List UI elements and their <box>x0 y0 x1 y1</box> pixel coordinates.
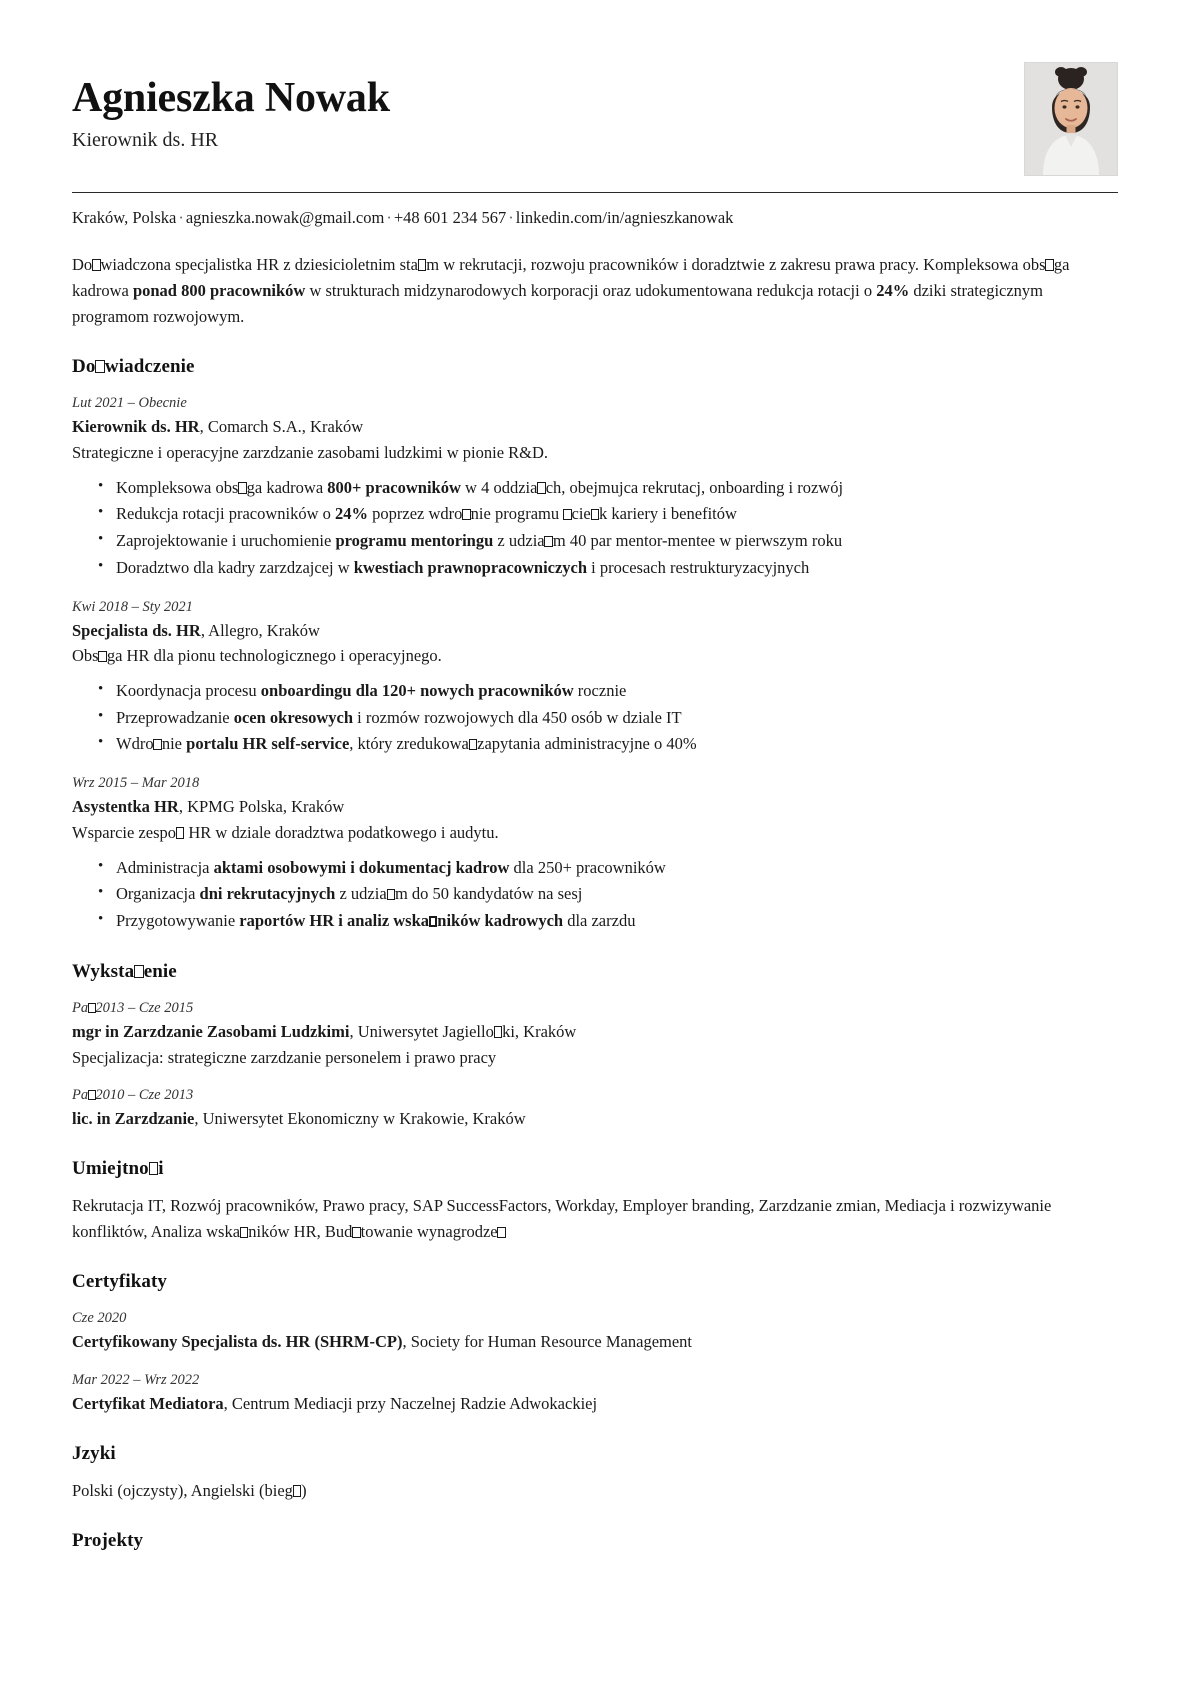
bullet-text: ch, obejmujca rekrutacj, onboarding i rozwój <box>545 477 844 497</box>
bullet-text: i rozmów rozwojowych dla 450 osób w dziale IT <box>353 707 682 727</box>
list-item <box>98 731 1118 758</box>
entry-description <box>72 821 1118 846</box>
entry-date-text: Pa <box>72 1087 89 1104</box>
bullet-text: w 4 oddzia <box>460 477 538 497</box>
skills-text: towanie wynagrodze <box>360 1222 498 1242</box>
entry-heading <box>72 415 1118 440</box>
list-item <box>98 555 1118 582</box>
entry-heading <box>72 1020 1118 1045</box>
languages-text: ) <box>301 1480 307 1500</box>
entry-description-text: HR w dziale doradztwa podatkowego i audytu. <box>184 822 499 842</box>
missing-glyph-icon <box>352 1227 361 1239</box>
summary-text: ga kadrowa <box>72 254 1070 300</box>
bullet-text: k kariery i benefitów <box>599 504 737 524</box>
education-entry <box>72 1085 1118 1132</box>
section-title-projects: Projekty <box>72 1529 144 1551</box>
certificate-issuer: , Society for Human Resource Management <box>402 1332 693 1352</box>
page-title: Agnieszka Nowak <box>72 75 390 121</box>
bullet-text: cie <box>571 504 591 524</box>
section-title-text: wiadczenie <box>104 356 195 378</box>
contact-separator-3: · <box>508 208 514 227</box>
experience-entry <box>72 773 1118 935</box>
section-title-text: i <box>158 1158 164 1180</box>
list-item <box>98 678 1118 705</box>
resume-header <box>72 62 1118 176</box>
bullet-highlight: raportów HR i analiz wska <box>239 911 430 931</box>
section-certificates <box>72 1271 1118 1417</box>
entry-date: Wrz 2015 – Mar 2018 <box>72 775 200 792</box>
certificate-entry <box>72 1308 1118 1355</box>
contact-line <box>72 206 1118 230</box>
contact-linkedin[interactable]: linkedin.com/in/agnieszkanowak <box>515 208 734 227</box>
missing-glyph-icon <box>134 965 144 978</box>
job-title: Kierownik ds. HR <box>72 128 219 151</box>
bullet-text: rocznie <box>573 681 627 701</box>
bullet-highlight: kwestiach prawnopracowniczych <box>353 557 588 577</box>
list-item <box>98 501 1118 528</box>
entry-bullet-list <box>72 475 1118 582</box>
certificate-name: Certyfikat Mediatora <box>72 1394 224 1414</box>
section-experience <box>72 356 1118 935</box>
section-title-experience <box>72 356 1118 378</box>
bullet-highlight: ników kadrowych <box>437 911 564 931</box>
bullet-highlight: portalu HR self-service <box>186 734 350 754</box>
summary-text: w strukturach midzynarodowych korporacji oraz udokumentowana <box>305 280 753 300</box>
bullet-text: poprzez wdro <box>368 504 463 524</box>
bullet-highlight: dni rekrutacyjnych <box>199 884 336 904</box>
entry-description: Specjalizacja: strategiczne zarzdzanie personelem i prawo pracy <box>72 1047 497 1067</box>
entry-heading <box>72 795 1118 820</box>
entry-date-text: 2013 – Cze 2015 <box>95 999 194 1016</box>
entry-bullet-list <box>72 678 1118 758</box>
bullet-highlight: 24% <box>335 504 369 524</box>
section-title-certificates: Certyfikaty <box>72 1271 168 1293</box>
missing-glyph-icon <box>563 509 572 521</box>
entry-description-text: Wsparcie zespo <box>72 822 176 842</box>
missing-glyph-icon <box>387 889 396 901</box>
section-title-text: enie <box>143 960 177 982</box>
contact-email[interactable]: agnieszka.nowak@gmail.com <box>185 208 385 227</box>
missing-glyph-icon <box>429 916 438 928</box>
summary-text: Kompleksowa obs <box>923 254 1046 274</box>
certificate-entry <box>72 1370 1118 1417</box>
bullet-highlight: aktami osobowymi i dokumentacj kadrow <box>213 857 510 877</box>
section-projects <box>72 1530 1118 1552</box>
list-item <box>98 881 1118 908</box>
bullet-text: Koordynacja procesu <box>116 681 261 701</box>
entry-company: , Allegro, Kraków <box>200 620 320 640</box>
contact-separator-2: · <box>386 208 392 227</box>
bullet-text: ga kadrowa <box>246 477 328 497</box>
missing-glyph-icon <box>153 739 162 751</box>
missing-glyph-icon <box>544 536 553 548</box>
missing-glyph-icon <box>293 1485 302 1497</box>
summary-text: wiadczona specjalistka HR z dziesicioletnim sta <box>100 254 418 274</box>
section-skills <box>72 1158 1118 1245</box>
list-item <box>98 705 1118 732</box>
bullet-text: Przygotowywanie <box>116 911 240 931</box>
entry-role: Specjalista ds. HR <box>72 620 201 640</box>
education-entry <box>72 998 1118 1071</box>
entry-school: , Uniwersytet Jagiello <box>349 1021 494 1041</box>
contact-phone[interactable]: +48 601 234 567 <box>393 208 507 227</box>
bullet-text: nie <box>161 734 187 754</box>
missing-glyph-icon <box>1045 259 1054 271</box>
entry-date: Cze 2020 <box>72 1310 127 1327</box>
summary-paragraph <box>72 252 1118 330</box>
header-divider <box>72 192 1118 193</box>
skills-text: i rozwizywanie konfliktów, Analiza wska <box>72 1196 1052 1242</box>
entry-role: Kierownik ds. HR <box>72 417 200 437</box>
list-item <box>98 475 1118 502</box>
missing-glyph-icon <box>176 827 185 839</box>
bullet-text: Organizacja <box>116 884 200 904</box>
contact-separator-1: · <box>178 208 184 227</box>
missing-glyph-icon <box>469 739 478 751</box>
missing-glyph-icon <box>88 1090 96 1100</box>
bullet-highlight: onboardingu dla 120+ nowych pracowników <box>260 681 574 701</box>
summary-highlight: 24% <box>876 280 910 300</box>
bullet-text: i procesach restrukturyzacyjnych <box>587 557 810 577</box>
missing-glyph-icon <box>591 509 600 521</box>
summary-text: dziki strategicznym programom rozwojowym. <box>72 280 1044 327</box>
bullet-highlight: ocen okresowych <box>233 707 354 727</box>
summary-text: redukcja rotacji o <box>756 280 877 300</box>
entry-degree: mgr in Zarzdzanie Zasobami Ludzkimi <box>72 1021 350 1041</box>
entry-date: Kwi 2018 – Sty 2021 <box>72 598 193 615</box>
missing-glyph-icon <box>418 259 427 271</box>
bullet-text: dla zarzdu <box>563 911 636 931</box>
header-text-block <box>72 62 390 153</box>
contact-location: Kraków, Polska <box>72 208 177 227</box>
experience-entry <box>72 393 1118 581</box>
missing-glyph-icon <box>494 1026 503 1038</box>
bullet-highlight: 800+ pracowników <box>327 477 461 497</box>
entry-description <box>72 644 1118 669</box>
list-item <box>98 908 1118 935</box>
missing-glyph-icon <box>240 1227 249 1239</box>
section-education <box>72 961 1118 1132</box>
bullet-text: z udzia <box>335 884 387 904</box>
missing-glyph-icon <box>98 651 107 663</box>
entry-description-text: ga HR dla pionu technologicznego i operacyjnego. <box>106 646 442 666</box>
entry-heading <box>72 1107 1118 1132</box>
avatar <box>1024 62 1118 176</box>
bullet-text: Zaprojektowanie i uruchomienie <box>116 531 336 551</box>
bullet-text: , który zredukowa <box>349 734 469 754</box>
entry-date: Lut 2021 – Obecnie <box>72 395 187 412</box>
list-item <box>98 528 1118 555</box>
missing-glyph-icon <box>537 482 546 494</box>
missing-glyph-icon <box>88 1003 96 1013</box>
bullet-text: m do 50 kandydatów na sesj <box>394 884 583 904</box>
entry-date-text: 2010 – Cze 2013 <box>95 1087 194 1104</box>
bullet-text: Doradztwo dla kadry zarzdzajcej w <box>116 557 354 577</box>
experience-entry <box>72 597 1118 759</box>
missing-glyph-icon <box>462 509 471 521</box>
missing-glyph-icon <box>238 482 247 494</box>
entry-company: , Comarch S.A., Kraków <box>199 417 364 437</box>
missing-glyph-icon <box>149 1162 159 1175</box>
summary-text: m w rekrutacji, rozwoju pracowników i doradztwie z zakresu prawa pracy. <box>426 254 920 274</box>
entry-date <box>72 1085 1118 1106</box>
entry-heading <box>72 1392 1118 1417</box>
entry-heading <box>72 1330 1118 1355</box>
entry-degree: lic. in Zarzdzanie <box>72 1109 195 1129</box>
bullet-text: z udzia <box>493 531 545 551</box>
bullet-text: nie programu <box>470 504 564 524</box>
skills-text: Rekrutacja IT, Rozwój pracowników, Prawo pracy, SAP SuccessFactors, Workday, Employer branding, Zarzdzanie zmian, Mediacja <box>72 1196 946 1216</box>
entry-role: Asystentka HR <box>72 797 179 817</box>
section-languages <box>72 1443 1118 1504</box>
portrait-photo-icon <box>1025 63 1117 175</box>
bullet-text: dla 250+ pracowników <box>509 857 666 877</box>
entry-description-text: Obs <box>72 646 99 666</box>
missing-glyph-icon <box>95 360 105 373</box>
languages-paragraph <box>72 1478 1118 1504</box>
summary-text: Do <box>72 254 93 274</box>
entry-bullet-list <box>72 855 1118 935</box>
entry-school: , Uniwersytet Ekonomiczny w Krakowie, Kraków <box>194 1109 526 1129</box>
section-title-education <box>72 961 1118 983</box>
bullet-text: m 40 par mentor-mentee w pierwszym roku <box>552 531 843 551</box>
bullet-text: Przeprowadzanie <box>116 707 234 727</box>
bullet-text: Kompleksowa obs <box>116 477 239 497</box>
entry-school: ki, Kraków <box>502 1021 577 1041</box>
certificate-issuer: , Centrum Mediacji przy Naczelnej Radzie Adwokackiej <box>223 1394 598 1414</box>
bullet-text: Redukcja rotacji pracowników o <box>116 504 336 524</box>
entry-description: Strategiczne i operacyjne zarzdzanie zasobami ludzkimi w pionie R&D. <box>72 442 549 462</box>
missing-glyph-icon <box>497 1227 506 1239</box>
skills-text: ników HR, Bud <box>248 1222 353 1242</box>
entry-date <box>72 998 1118 1019</box>
bullet-text: zapytania administracyjne o 40% <box>477 734 697 754</box>
missing-glyph-icon <box>92 259 101 271</box>
list-item <box>98 855 1118 882</box>
section-title-text: Wyksta <box>72 960 135 982</box>
entry-heading <box>72 619 1118 644</box>
entry-date: Mar 2022 – Wrz 2022 <box>72 1372 200 1389</box>
entry-date-text: Pa <box>72 999 89 1016</box>
languages-text: Polski (ojczysty), Angielski (bieg <box>72 1480 293 1500</box>
entry-company: , KPMG Polska, Kraków <box>178 797 345 817</box>
bullet-highlight: programu mentoringu <box>335 531 494 551</box>
bullet-text: Administracja <box>116 857 214 877</box>
section-title-text: Do <box>72 356 96 378</box>
bullet-text: Wdro <box>116 734 154 754</box>
certificate-name: Certyfikowany Specjalista ds. HR (SHRM-CP) <box>72 1332 403 1352</box>
section-title-skills <box>72 1158 1118 1180</box>
section-title-text: Umiejtno <box>72 1158 149 1180</box>
section-title-languages: Jzyki <box>72 1442 116 1464</box>
summary-highlight: ponad 800 pracowników <box>132 280 306 300</box>
skills-paragraph <box>72 1193 1118 1245</box>
